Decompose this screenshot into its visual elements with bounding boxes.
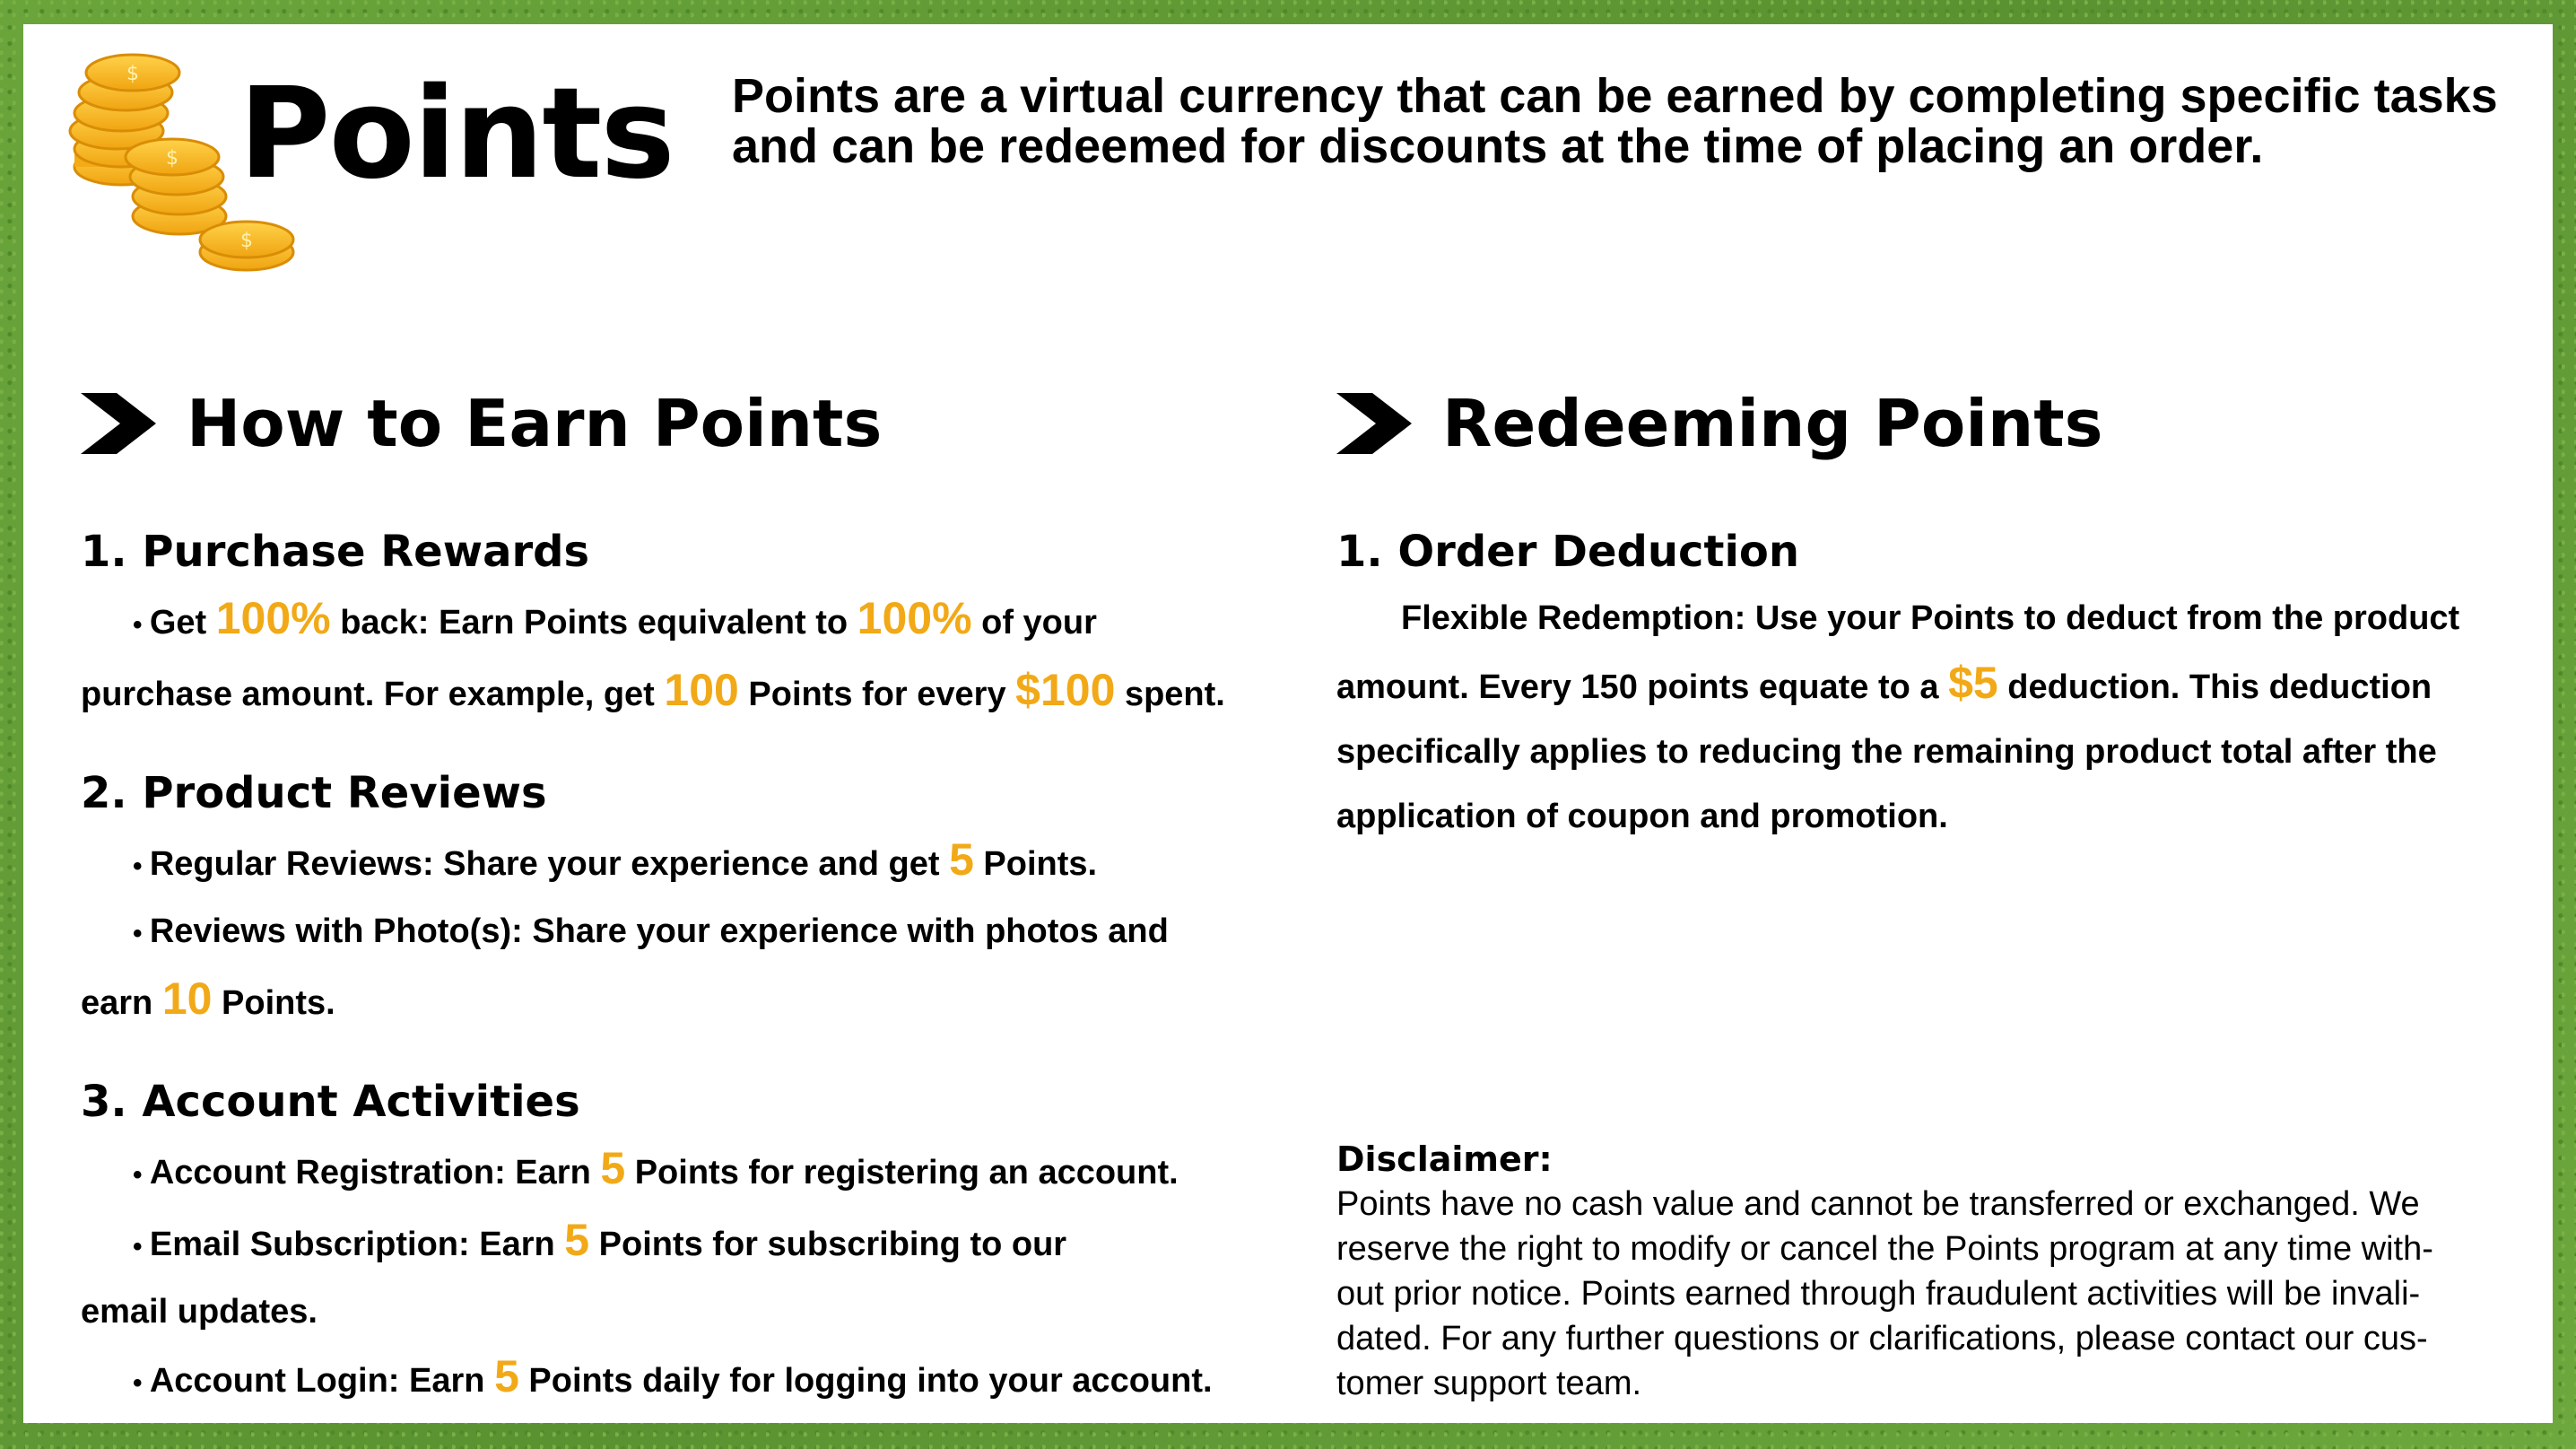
svg-text:$: $: [126, 63, 139, 85]
disclaimer-title: Disclaimer:: [1336, 1139, 1553, 1179]
account-activities-title: 3. Account Activities: [81, 1077, 580, 1127]
text: spent.: [1115, 676, 1225, 713]
text: of your: [971, 604, 1097, 642]
highlight-value: 5: [600, 1143, 626, 1193]
disclaimer-line-4: dated. For any further questions or clarifications, please contact our cus-: [1336, 1320, 2428, 1357]
points-panel: [23, 24, 2553, 1423]
deduction-line-2: [1336, 650, 2538, 720]
account-login-item: [81, 1344, 1274, 1416]
highlight-value: $5: [1948, 658, 1998, 708]
email-subscription-item: [81, 1208, 1274, 1279]
highlight-value: 5: [949, 834, 974, 885]
intro-line-1: Points are a virtual currency that can be earned by completing specific tasks: [732, 69, 2498, 123]
order-deduction-title: 1. Order Deduction: [1336, 527, 1800, 577]
chevron-right-icon: [81, 393, 156, 454]
bullet: [133, 912, 150, 950]
purchase-rewards-line-2: [81, 658, 1274, 727]
purchase-rewards-line-1: [81, 586, 1274, 658]
svg-text:$: $: [240, 230, 253, 252]
photo-reviews-item: [81, 899, 1274, 966]
svg-text:$: $: [166, 147, 178, 170]
deduction-line-3: specifically applies to reducing the remaining product total after the: [1336, 733, 2437, 771]
bullet: [133, 1154, 150, 1191]
disclaimer-line-2: reserve the right to modify or cancel the Points program at any time with-: [1336, 1230, 2433, 1268]
disclaimer-line-1: Points have no cash value and cannot be transferred or exchanged. We: [1336, 1185, 2420, 1223]
text: earn: [81, 984, 162, 1022]
highlight-value: 10: [161, 973, 213, 1024]
bullet: [133, 845, 150, 883]
text: Email Subscription: Earn: [149, 1226, 565, 1263]
text: Get: [149, 604, 216, 642]
text: Regular Reviews: Share your experience and get: [149, 845, 950, 883]
page-title: Points: [239, 61, 674, 207]
chevron-right-icon: [1336, 393, 1412, 454]
earn-heading: [81, 386, 882, 461]
highlight-value: 5: [564, 1215, 590, 1265]
email-subscription-item-cont: email updates.: [81, 1293, 318, 1331]
text: Reviews with Photo(s): Share your experience with photos and: [149, 912, 1169, 950]
disclaimer-line-3: out prior notice. Points earned through fraudulent activities will be invali-: [1336, 1275, 2421, 1313]
registration-item: [81, 1136, 1274, 1208]
text: amount. Every 150 points equate to a: [1336, 668, 1949, 706]
deduction-line-4: application of coupon and promotion.: [1336, 798, 1948, 835]
deduction-line-1: Flexible Redemption: Use your Points to deduct from the product: [1401, 599, 2460, 637]
earn-heading-text: How to Earn Points: [187, 386, 883, 461]
bullet: [133, 604, 150, 642]
disclaimer: [1336, 1137, 2529, 1406]
text: Points.: [212, 984, 335, 1022]
regular-reviews-item: [81, 827, 1274, 899]
text: Points for every: [738, 676, 1016, 713]
product-reviews-title: 2. Product Reviews: [81, 768, 547, 818]
text: Points.: [973, 845, 1098, 883]
earn-section: [81, 509, 1274, 1416]
text: Account Login: Earn: [149, 1362, 495, 1400]
text: Points for subscribing to our: [589, 1226, 1067, 1263]
text: purchase amount. For example, get: [81, 676, 665, 713]
redeem-section: [1336, 509, 2538, 849]
bullet: [133, 1226, 150, 1263]
text: Points for registering an account.: [625, 1154, 1179, 1191]
photo-reviews-item-cont: [81, 966, 1274, 1035]
intro-line-2: and can be redeemed for discounts at the time of placing an order.: [732, 119, 2264, 173]
highlight-value: 100%: [857, 593, 972, 643]
bullet: [133, 1362, 150, 1400]
text: deduction. This deduction: [1997, 668, 2432, 706]
highlight-value: $100: [1015, 665, 1116, 715]
text: Account Registration: Earn: [149, 1154, 601, 1191]
intro-text: [732, 71, 2526, 171]
disclaimer-line-5: tomer support team.: [1336, 1365, 1642, 1402]
highlight-value: 5: [494, 1351, 519, 1401]
redeem-heading: [1336, 386, 2103, 461]
text: back: Earn Points equivalent to: [330, 604, 857, 642]
highlight-value: 100: [664, 665, 739, 715]
purchase-rewards-title: 1. Purchase Rewards: [81, 527, 590, 577]
redeem-heading-text: Redeeming Points: [1442, 386, 2103, 461]
highlight-value: 100%: [215, 593, 331, 643]
text: Points daily for logging into your account.: [518, 1362, 1213, 1400]
